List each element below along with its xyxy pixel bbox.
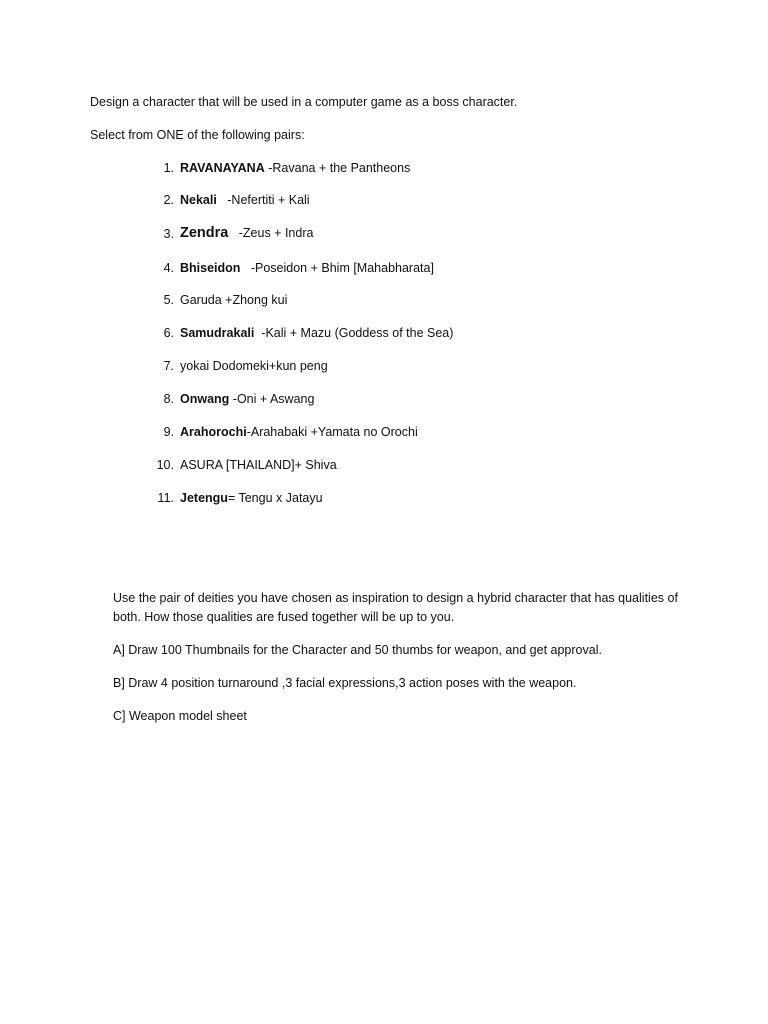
list-number: 8.: [163, 392, 174, 406]
list-item: [163, 325, 454, 342]
pair-name: Bhiseidon: [180, 261, 241, 275]
list-item: [163, 358, 328, 375]
list-item: [163, 292, 288, 309]
instruction-a: A] Draw 100 Thumbnails for the Character and 50 thumbs for weapon, and get approval.: [113, 643, 602, 657]
pair-description: Garuda +Zhong kui: [180, 293, 288, 307]
pair-description: -Poseidon + Bhim [Mahabharata]: [240, 261, 434, 275]
pair-description: yokai Dodomeki+kun peng: [180, 359, 328, 373]
list-number: 1.: [163, 161, 174, 175]
instruction-c: C] Weapon model sheet: [113, 709, 247, 723]
list-item: [163, 160, 411, 177]
list-number: 11.: [157, 491, 174, 505]
list-item: [163, 424, 418, 441]
pair-description: = Tengu x Jatayu: [227, 491, 323, 505]
pair-description: -Kali + Mazu (Goddess of the Sea): [254, 326, 454, 340]
pair-name: Samudrakali: [180, 326, 255, 340]
pair-description: -Ravana + the Pantheons: [264, 161, 411, 175]
pair-name: Arahorochi: [180, 425, 247, 439]
list-number: 9.: [163, 425, 174, 439]
intro-line-2: Select from ONE of the following pairs:: [90, 128, 305, 142]
pair-description: -Nefertiti + Kali: [216, 193, 310, 207]
pair-name: RAVANAYANA: [180, 161, 265, 175]
list-item: [163, 192, 310, 209]
pair-name: Nekali: [180, 193, 217, 207]
list-number: 7.: [163, 359, 174, 373]
pair-name: Jetengu: [180, 491, 228, 505]
list-item: [163, 391, 315, 408]
list-item: [156, 457, 337, 474]
list-number: 5.: [163, 293, 174, 307]
list-item: [163, 225, 314, 242]
list-number: 4.: [163, 261, 174, 275]
pair-name: Zendra: [180, 225, 229, 241]
instructions-paragraph: Use the pair of deities you have chosen as inspiration to design a hybrid character that has qualities of both. How those qualities are fused together will be up to you.: [113, 591, 678, 624]
pair-name: Onwang: [180, 392, 230, 406]
list-item: [157, 490, 323, 507]
pair-description: -Zeus + Indra: [228, 226, 314, 240]
pair-description: ASURA [THAILAND]+ Shiva: [180, 458, 337, 472]
list-number: 10.: [156, 458, 174, 472]
pair-description: -Oni + Aswang: [229, 392, 315, 406]
list-number: 2.: [163, 193, 174, 207]
list-item: [163, 260, 434, 277]
instruction-b: B] Draw 4 position turnaround ,3 facial expressions,3 action poses with the weapon.: [113, 676, 577, 690]
pair-description: -Arahabaki +Yamata no Orochi: [246, 425, 418, 439]
intro-line-1: Design a character that will be used in a computer game as a boss character.: [90, 95, 518, 109]
list-number: 6.: [163, 326, 174, 340]
list-number: 3.: [163, 227, 174, 241]
